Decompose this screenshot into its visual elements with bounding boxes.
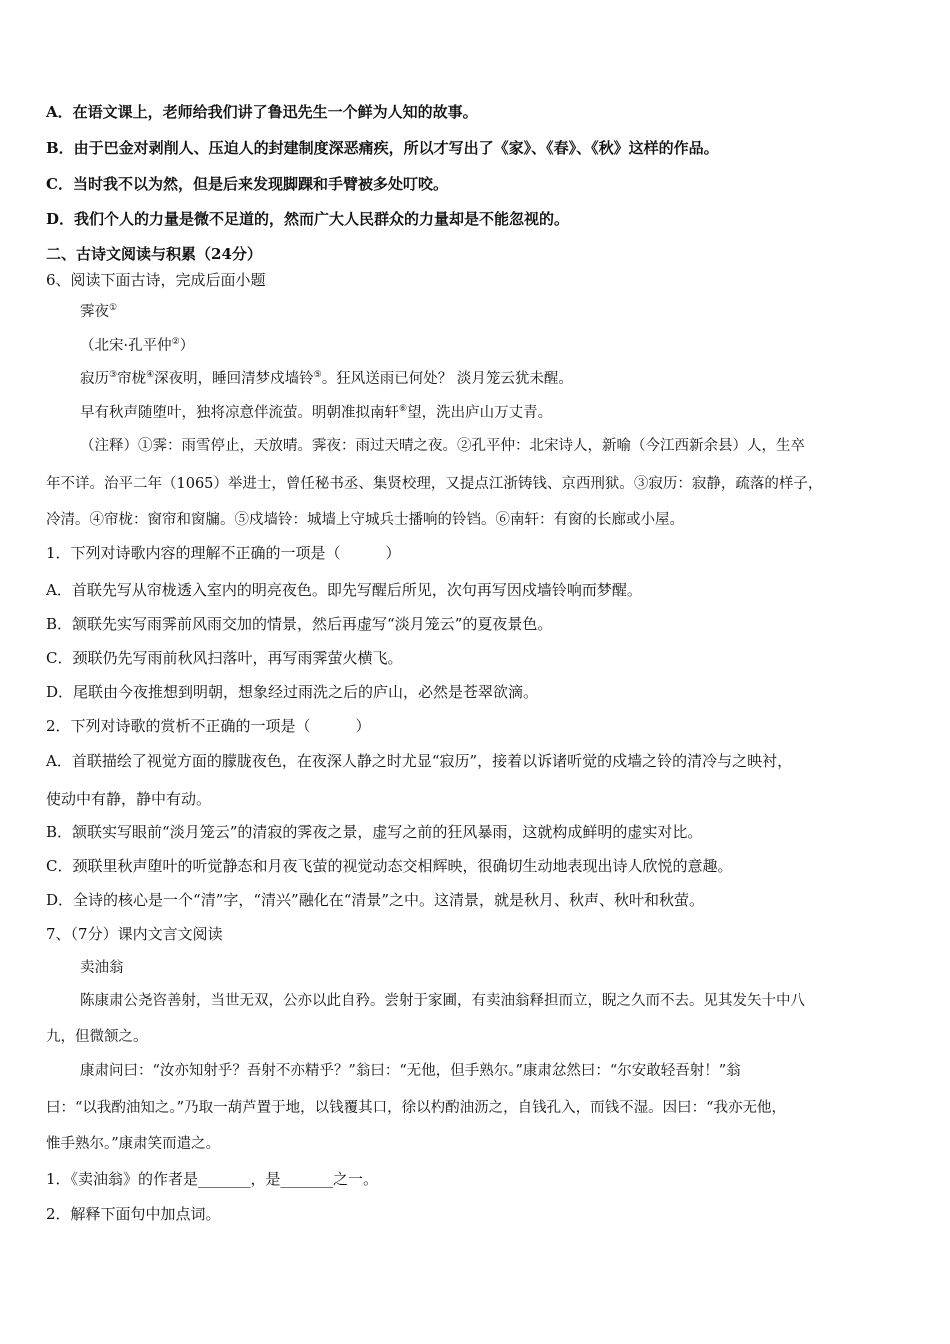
essay-title: 卖油翁: [80, 960, 124, 976]
q6-sub1-option-a: A．首联先写从帘栊透入室内的明亮夜色。即先写醒后所见，次句再写因戍墙铃响而梦醒。: [46, 581, 642, 599]
poem-notes-line: （注释）①霁：雨雪停止，天放晴。霁夜：雨过天晴之夜。②孔平仲：北宋诗人，新喻（今江西新余县）人，生卒: [80, 438, 805, 454]
q6-sub1-question: 1．下列对诗歌内容的理解不正确的一项是（ ）: [46, 544, 401, 562]
q6-sub2-option-a-cont: 使动中有静，静中有动。: [46, 790, 212, 808]
option-b-q5: B．由于巴金对剥削人、压迫人的封建制度深恶痛疾，所以才写出了《家》、《春》、《秋》这样的作品。: [46, 139, 719, 157]
q6-intro: 6、阅读下面古诗，完成后面小题: [46, 271, 266, 289]
poem-line-1: 寂历③帘栊④深夜明，睡回清梦戍墙铃⑤。狂风送雨已何处？ 淡月笼云犹未醒。: [80, 370, 573, 387]
essay-paragraph-line: 陈康肃公尧咨善射，当世无双，公亦以此自矜。尝射于家圃，有卖油翁释担而立，睨之久而不去。见其发矢十中八: [80, 993, 805, 1009]
essay-paragraph-line: 九，但微颔之。: [46, 1029, 148, 1045]
poem-line-2: 早有秋声随堕叶，独将凉意伴流萤。明朝准拟南轩⑥望，洗出庐山万丈青。: [80, 404, 553, 421]
essay-paragraph-line: 惟手熟尔。”康肃笑而遣之。: [46, 1136, 221, 1152]
q6-sub1-option-d: D．尾联由今夜推想到明朝，想象经过雨洗之后的庐山，必然是苍翠欲滴。: [46, 683, 539, 701]
essay-paragraph-line: 康肃问曰：“汝亦知射乎？吾射不亦精乎？”翁曰：“无他，但手熟尔。”康肃忿然曰：“尔安敢轻吾射！”翁: [80, 1063, 741, 1079]
q6-sub2-option-b: B．颔联实写眼前“淡月笼云”的清寂的霁夜之景，虚写之前的狂风暴雨，这就构成鲜明的虚实对比。: [46, 823, 703, 841]
q7-sub1-question: 1．《卖油翁》的作者是_______，是_______之一。: [46, 1170, 379, 1188]
q6-sub2-option-a: A．首联描绘了视觉方面的朦胧夜色，在夜深人静之时尤显“寂历”，接着以诉诸听觉的戍墙之铃的清冷与之映衬，: [46, 752, 793, 770]
section-heading: 二、古诗文阅读与积累（24分）: [46, 245, 262, 263]
q7-sub2-question: 2．解释下面句中加点词。: [46, 1205, 221, 1223]
poem-notes-line: 冷清。④帘栊：窗帘和窗牖。⑤戍墙铃：城墙上守城兵士播响的铃铛。⑥南轩：有窗的长廊或小屋。: [46, 512, 684, 528]
q6-sub2-option-c: C．颈联里秋声堕叶的听觉静态和月夜飞萤的视觉动态交相辉映，很确切生动地表现出诗人欣悦的意趣。: [46, 857, 733, 875]
q6-sub2-question: 2．下列对诗歌的赏析不正确的一项是（ ）: [46, 717, 371, 735]
q7-intro: 7、（7分）课内文言文阅读: [46, 925, 223, 943]
q6-sub1-option-b: B．颔联先实写雨霁前风雨交加的情景，然后再虚写“淡月笼云”的夏夜景色。: [46, 615, 553, 633]
poem-title: 霁夜①: [80, 303, 118, 320]
option-a-q5: A．在语文课上，老师给我们讲了鲁迅先生一个鲜为人知的故事。: [46, 103, 478, 121]
essay-paragraph-line: 曰：“以我酌油知之。”乃取一葫芦置于地，以钱覆其口，徐以杓酌油沥之，自钱孔入，而钱不湿。因曰：“我亦无他，: [46, 1100, 786, 1116]
q6-sub1-option-c: C．颈联仍先写雨前秋风扫落叶，再写雨霁萤火横飞。: [46, 649, 403, 667]
option-d-q5: D．我们个人的力量是微不足道的，然而广大人民群众的力量却是不能忽视的。: [46, 210, 570, 228]
option-c-q5: C．当时我不以为然，但是后来发现脚踝和手臂被多处叮咬。: [46, 175, 448, 193]
poem-notes-line: 年不详。治平二年（1065）举进士，曾任秘书丞、集贤校理，又提点江浙铸钱、京西刑狱。③寂历：寂静，疏落的样子，: [46, 476, 823, 492]
poem-author: （北宋·孔平仲②）: [80, 337, 195, 354]
q6-sub2-option-d: D．全诗的核心是一个“清”字，“清兴”融化在“清景”之中。这清景，就是秋月、秋声、秋叶和秋萤。: [46, 891, 705, 909]
